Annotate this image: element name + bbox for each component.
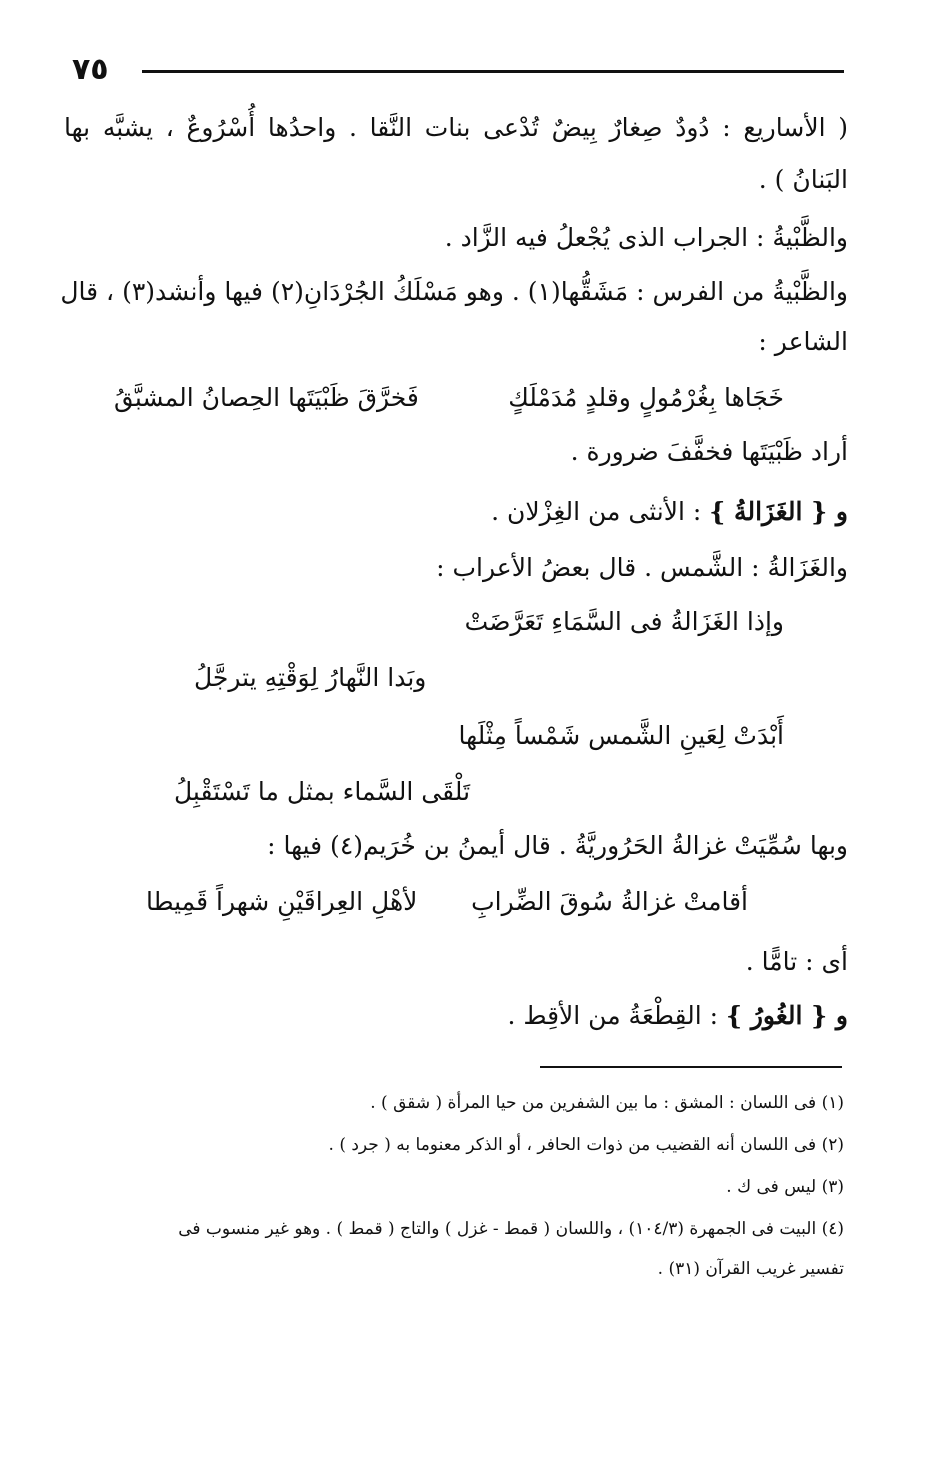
verse-hemistich: أَبْدَتْ لِعَينِ الشَّمس شَمْساً مِثْلَها	[458, 721, 784, 750]
footnote-rule	[540, 1066, 842, 1068]
text-line: والغَزَالةُ : الشَّمس . قال بعضُ الأعراب :	[436, 553, 848, 582]
text-line: البَنانُ ) .	[758, 165, 848, 194]
page-header	[72, 52, 844, 92]
entry-definition: : القِطْعَةُ من الأقِط .	[507, 1001, 727, 1030]
text-line	[64, 1000, 848, 1032]
text-line: ( الأساريع : دُودٌ صِغارٌ بِيضٌ تُدْعى بنات النَّقا . واحدُها أُسْرُوعٌ ، يشبَّه بها	[64, 113, 848, 142]
verse-hemistich: خَجَاها بِغُرْمُولٍ وقلدٍ مُدَمْلَكٍ	[508, 383, 784, 412]
header-rule	[142, 70, 844, 73]
text-line: والظَّبْيةُ من الفرس : مَشَقُّها(١) . وهو مَسْلَكُ الجُرْدَانِ(٢) فيها وأنشد(٣) ، قال	[60, 277, 848, 306]
page-number: ٧٥	[72, 52, 109, 87]
footnote: (٢) فى اللسان أنه القضيب من ذوات الحافر ، أو الذكر معنوما به ( جرد ) .	[328, 1135, 844, 1155]
text-line: أى : تامًّا .	[745, 947, 848, 976]
verse-hemistich: وإذا الغَزَالةُ فى السَّمَاءِ تَعَرَّضَتْ	[464, 607, 784, 636]
verse-hemistich: لأهْلِ العِراقَيْنِ شهراً قَمِيطا	[146, 887, 418, 916]
verse-hemistich: تَلْقَى السَّماء بمثل ما تَسْتَقْبِلُ	[174, 777, 471, 806]
verse-hemistich: فَخرَّقَ ظَبْيَتَها الحِصانُ المشبَّقُ	[114, 383, 419, 412]
verse-hemistich: وبَدا النَّهارُ لِوَقْتِهِ يترجَّلُ	[194, 663, 427, 692]
entry-headword: و { الغَزَالةُ }	[709, 497, 848, 526]
text-line: وبها سُمِّيَتْ غزالةُ الحَرُوريَّةُ . قال أيمنُ بن خُرَيم(٤) فيها :	[267, 831, 848, 860]
footnote: (٤) البيت فى الجمهرة (١٠٤/٣) ، واللسان ( قمط - غزل ) والتاج ( قمط ) . وهو غير منسوب فى	[178, 1219, 844, 1239]
footnote: (٣) ليس فى ك .	[726, 1177, 844, 1197]
footnote: تفسير غريب القرآن (٣١) .	[657, 1259, 844, 1279]
verse-hemistich: أقامتْ غزالةُ سُوقَ الضِّرابِ	[471, 887, 748, 916]
text-line	[64, 496, 848, 528]
text-line: أراد ظَبْيَتَها فخفَّفَ ضرورة .	[570, 437, 848, 466]
entry-definition: : الأنثى من الغِزْلان .	[491, 497, 710, 526]
text-line: الشاعر :	[758, 327, 848, 356]
entry-headword: و { الغُورُ }	[726, 1001, 848, 1030]
text-line: والظَّبْيةُ : الجراب الذى يُجْعلُ فيه الزَّاد .	[444, 223, 848, 252]
footnote: (١) فى اللسان : المشق : ما بين الشفرين من حيا المرأة ( شقق ) .	[370, 1093, 844, 1113]
